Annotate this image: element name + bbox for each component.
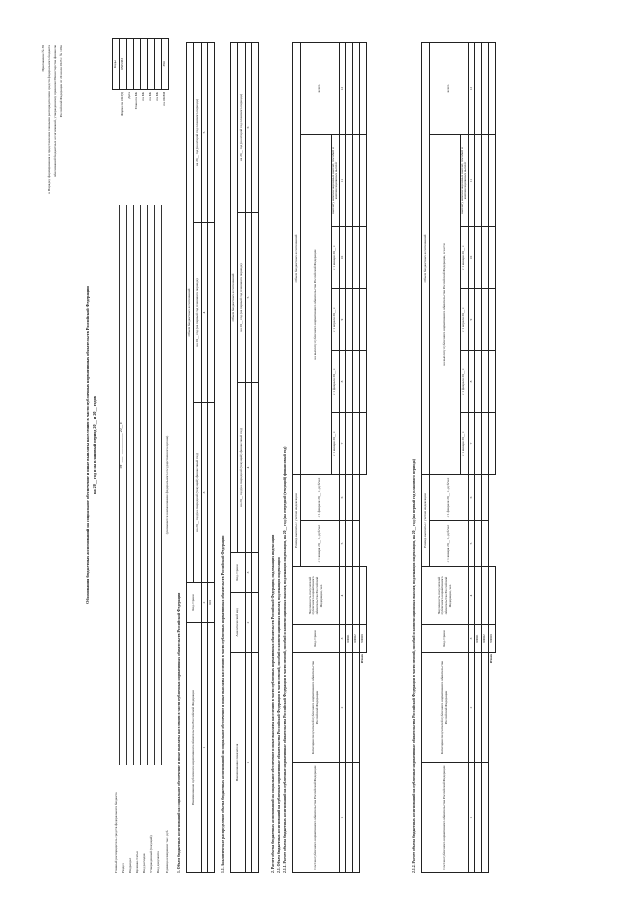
cell-input[interactable] <box>353 227 360 289</box>
codes-header: Коды <box>113 39 120 90</box>
cell-input[interactable] <box>252 383 259 553</box>
cell-input[interactable] <box>353 763 360 873</box>
section2-title: 2. Расчет объема бюджетных ассигнований на социальное обеспечение и иные выплаты населению в части публичных нормативных обязательств Российской Федерации, подлежащих индексации <box>271 534 275 873</box>
code-value[interactable]: 384 <box>162 39 169 90</box>
cell-input[interactable] <box>475 567 482 625</box>
col-year2: на 20__ год (на второй год планового периода) <box>194 43 202 223</box>
cell-input[interactable] <box>489 413 496 475</box>
total-row <box>360 43 367 873</box>
col-group: Объем бюджетных ассигнований <box>187 43 194 583</box>
table-row <box>475 43 482 873</box>
col-jan2: с 1 января 20__ г. <box>331 413 339 475</box>
table-row <box>353 43 360 873</box>
col-num: 12 <box>340 43 346 135</box>
col-num: 1 <box>202 623 208 873</box>
cell-input[interactable] <box>475 351 482 413</box>
table-row <box>482 43 489 873</box>
row-code: 00002 <box>353 625 360 653</box>
cell-input[interactable] <box>346 289 353 351</box>
col-num: 3 <box>202 403 208 583</box>
code-label: Дата <box>127 92 131 99</box>
cell-input[interactable] <box>353 289 360 351</box>
cell-input[interactable] <box>208 403 215 583</box>
cell-input[interactable] <box>353 521 360 567</box>
section21-title: 2.1. Объем бюджетных ассигнований на публичные нормативные обязательства Российской Федерации в части пенсий, пособий и компенсационных выплат, подлежащих индексации <box>277 557 281 873</box>
col-count: Численность получателей публичного нормативного обязательства Российской Федерации, чел. <box>293 567 340 625</box>
col-num: 2 <box>246 593 252 653</box>
codes-table <box>112 38 169 90</box>
cell-input[interactable] <box>353 43 360 135</box>
cell-input[interactable] <box>482 289 489 351</box>
col-year2: на 20__ год (на второй год планового периода) <box>238 43 246 213</box>
cell-input[interactable] <box>475 763 482 873</box>
cell-input[interactable] <box>252 43 259 213</box>
cell-input[interactable] <box>346 43 353 135</box>
cell-input[interactable] <box>353 475 360 521</box>
total-code: 90000 <box>360 625 367 653</box>
col-num: 6 <box>469 475 475 521</box>
code-value[interactable] <box>127 39 134 90</box>
field-line[interactable] <box>133 205 134 765</box>
col-num: 5 <box>202 43 208 223</box>
col-group: Объем бюджетных ассигнований <box>231 43 238 553</box>
col-total: всего <box>430 43 469 135</box>
field-label: Утвержденный (текущий) <box>149 835 153 873</box>
col-code: Код строки <box>422 625 469 653</box>
cell-input[interactable] <box>482 351 489 413</box>
cell-input[interactable] <box>360 289 367 351</box>
cell-input[interactable] <box>252 593 259 653</box>
table-row <box>346 43 353 873</box>
cell-input[interactable] <box>475 521 482 567</box>
cell-input[interactable] <box>489 351 496 413</box>
field-label: Вид документа <box>156 851 160 873</box>
col-num: 12 <box>469 43 475 135</box>
row-code: 00001 <box>475 625 482 653</box>
code-value[interactable] <box>148 39 155 90</box>
total-label: Итого <box>489 654 494 664</box>
cell-input[interactable] <box>346 653 353 763</box>
col-num: 2 <box>340 653 346 763</box>
cell-input[interactable] <box>360 567 367 625</box>
appendix-line: обоснований бюджетных ассигнований, утвержденному приказом Министерства финансов <box>53 45 57 178</box>
field-label: Главный распорядитель средств федерального бюджета <box>114 792 118 873</box>
cell-input[interactable] <box>360 227 367 289</box>
code-value[interactable] <box>134 39 141 90</box>
cell-input[interactable] <box>353 567 360 625</box>
cell-input[interactable] <box>475 289 482 351</box>
col-apr: с 1 апреля 20__ г. <box>460 289 468 351</box>
cell-input[interactable] <box>475 475 482 521</box>
col-num: 4 <box>202 223 208 403</box>
appendix-line: Российской Федерации от 24 июля 2023 г. № 120н <box>59 45 63 118</box>
cell-input[interactable] <box>475 653 482 763</box>
col-size: Размер выплаты с учетом индексации <box>293 475 301 567</box>
section1-table <box>186 42 215 873</box>
col-name: Наименование публичного нормативного обязательства Российской Федерации <box>187 623 202 873</box>
row-code: 00001 <box>346 625 353 653</box>
col-feb: с 1 февраля 20__ г., руб/чел <box>430 475 469 521</box>
row-code: 010 <box>208 583 215 623</box>
col-num: 2 <box>202 583 208 623</box>
col-num: 3 <box>246 553 252 593</box>
col-num: 9 <box>340 289 346 351</box>
col-extra: выплату компенсационных выплат, пособий и компенсационных выплат <box>460 135 468 227</box>
field-line[interactable] <box>147 205 148 765</box>
col-code: Код строки <box>187 583 202 623</box>
col-pay: на выплату публичного нормативного обязательства Российской Федерации <box>301 135 332 475</box>
col-name: Наименование показателя <box>231 653 246 873</box>
section212-table <box>421 42 496 873</box>
code-label: Форма по ОКУД <box>120 92 124 116</box>
col-category: Категория получателей публичного нормативного обязательства Российской Федерации <box>422 653 469 763</box>
col-num: 6 <box>246 43 252 213</box>
cell-input[interactable] <box>208 43 215 223</box>
cell-input[interactable] <box>489 135 496 227</box>
cell-input[interactable] <box>346 227 353 289</box>
col-num: 1 <box>246 653 252 873</box>
cell-input[interactable] <box>482 43 489 135</box>
col-num: 10 <box>469 227 475 289</box>
col-code: Код строки <box>293 625 340 653</box>
col-total: всего <box>301 43 340 135</box>
total-label: Итого <box>360 654 365 664</box>
col-num: 8 <box>340 351 346 413</box>
col-type: Состав публичного нормативного обязательства Российской Федерации <box>422 763 469 873</box>
cell-input[interactable] <box>208 623 215 873</box>
col-type: Состав публичного нормативного обязательства Российской Федерации <box>293 763 340 873</box>
total-row <box>489 43 496 873</box>
col-jan: с 1 января 20__ г., руб/чел <box>301 521 340 567</box>
col-num: 3 <box>469 625 475 653</box>
col-category: Категория получателей публичного нормативного обязательства Российской Федерации <box>293 653 340 763</box>
cell-input[interactable] <box>208 223 215 403</box>
section11-title: 1.1. Аналитическое распределение объема бюджетных ассигнований на социальное обеспечение и иные выплаты населению в части публичных нормативных обязательств Российской Федерации <box>221 535 225 873</box>
cell-input[interactable] <box>482 763 489 873</box>
col-feb2: с 1 февраля 20__ г. <box>331 351 339 413</box>
cell-input[interactable] <box>489 289 496 351</box>
field-label: Подраздел <box>128 857 132 873</box>
col-feb: с 1 февраля 20__ г., руб/чел <box>301 475 340 521</box>
col-num: 5 <box>340 521 346 567</box>
field-label: Целевая статья <box>135 851 139 873</box>
cell-input[interactable] <box>353 413 360 475</box>
field-line[interactable] <box>140 205 141 765</box>
col-num: 3 <box>340 625 346 653</box>
code-label: по БК <box>141 92 145 101</box>
col-jan: с 1 января 20__ г., руб/чел <box>430 521 469 567</box>
code-value[interactable] <box>155 39 162 90</box>
code-label: по ОКЕИ <box>162 92 166 106</box>
field-label: Вид расходов <box>142 853 146 873</box>
col-count: Численность получателей публичного нормативного обязательства Российской Федерации, чел. <box>422 567 469 625</box>
cell-input[interactable] <box>475 227 482 289</box>
col-num: 5 <box>246 213 252 383</box>
col-num: 4 <box>469 567 475 625</box>
cell-input[interactable] <box>489 43 496 135</box>
col-num: 4 <box>340 567 346 625</box>
code-label: по БК <box>148 92 152 101</box>
col-apr: с 1 апреля 20__ г. <box>331 289 339 351</box>
cell-input[interactable] <box>346 351 353 413</box>
cell-input[interactable] <box>360 413 367 475</box>
cell-input[interactable] <box>346 413 353 475</box>
cell-input[interactable] <box>475 43 482 135</box>
cell-input[interactable] <box>360 135 367 227</box>
cell-input[interactable] <box>346 521 353 567</box>
col-jan2: с 1 января 20__ г. <box>460 227 468 289</box>
cell-input[interactable] <box>482 521 489 567</box>
footnote: (указывается наименование федерального государственного органа) <box>165 435 169 535</box>
cell-input[interactable] <box>252 553 259 593</box>
cell-input[interactable] <box>346 475 353 521</box>
code-label: по БК <box>155 92 159 101</box>
document-title: Обоснования бюджетных ассигнований на социальное обеспечение и иные выплаты населению в части публичных нормативных обязательств Российской Федерации <box>85 286 90 604</box>
cell-input[interactable] <box>252 653 259 873</box>
col-num: 4 <box>246 383 252 553</box>
cell-input[interactable] <box>482 413 489 475</box>
appendix-line: к Порядку формирования и представления главными распорядителями средств федерального бюджета <box>47 45 51 194</box>
cell-input[interactable] <box>489 567 496 625</box>
col-num: 1 <box>469 763 475 873</box>
cell-input[interactable] <box>482 653 489 763</box>
cell-input[interactable] <box>346 567 353 625</box>
col-feb2: с 1 февраля 20__ г. <box>460 351 468 413</box>
document-subtitle: на 20__ год и на плановый период 20__ и 20__ годов <box>92 396 97 494</box>
col-num: 5 <box>469 521 475 567</box>
field-line[interactable] <box>126 205 127 765</box>
col-pay: на выплату публичного нормативного обязательства Российской Федерации, в части <box>430 135 461 475</box>
section11-table <box>230 42 259 873</box>
code-label: Глава по БК <box>134 92 138 110</box>
cell-input[interactable] <box>360 351 367 413</box>
col-num: 2 <box>469 653 475 763</box>
col-num: 11 <box>469 135 475 227</box>
cell-input[interactable] <box>482 567 489 625</box>
field-line[interactable] <box>119 205 120 765</box>
cell-input[interactable] <box>360 43 367 135</box>
col-volume: Объем бюджетных ассигнований <box>293 43 301 475</box>
col-year0: на 20__ год (на очередной (текущий) финансовый год) <box>238 383 246 553</box>
col-code: Код строки <box>231 553 246 593</box>
cell-input[interactable] <box>475 135 482 227</box>
col-num: 10 <box>340 227 346 289</box>
date-line: от "___" ___________ 20__ г. <box>119 421 123 469</box>
section1-title: 1. Объем бюджетных ассигнований на социальное обеспечение и иные выплаты населению в части публичных нормативных обязательств Российской Федерации <box>177 592 181 873</box>
col-num: 7 <box>340 413 346 475</box>
section211-table <box>292 42 367 873</box>
col-jan2: с 1 января 20__ г. <box>331 227 339 289</box>
field-label: Раздел <box>121 863 125 873</box>
col-num: 6 <box>340 475 346 521</box>
col-num: 1 <box>340 763 346 873</box>
cell-input[interactable] <box>475 413 482 475</box>
cell-input[interactable] <box>482 227 489 289</box>
col-extra: выплату компенсационных выплат, пособий и компенсационных выплат <box>331 135 339 227</box>
row-code: 00002 <box>482 625 489 653</box>
col-num: 9 <box>469 289 475 351</box>
cell-input[interactable] <box>353 351 360 413</box>
col-year1: на 20__ год (на первый год планового периода) <box>194 223 202 403</box>
col-num: 11 <box>340 135 346 227</box>
cell-input[interactable] <box>482 475 489 521</box>
field-line[interactable] <box>154 205 155 765</box>
field-label: Единица измерения: тыс. руб. <box>165 829 169 873</box>
section212-title: 2.1.2. Расчет объема бюджетных ассигнований на публичные нормативные обязательства Российской Федерации в части пенсий, пособий и компенсационных выплат, подлежащих индексации, на 20__ год (на первый год планового периода) <box>412 459 416 873</box>
col-year1: на 20__ год (на первый год планового периода) <box>238 213 246 383</box>
section211-title: 2.1.1. Расчет объема бюджетных ассигнований на публичные нормативные обязательства Российской Федерации в части пенсий, пособий и компенсационных выплат, подлежащих индексации, на 20__ год (на очередной (текущий) финансовый год) <box>283 446 287 873</box>
code-value[interactable]: 0505383 <box>120 39 127 90</box>
col-year0: на 20__ год (на очередной (текущий) финансовый год) <box>194 403 202 583</box>
cell-input[interactable] <box>252 213 259 383</box>
total-code: 90000 <box>489 625 496 653</box>
cell-input[interactable] <box>353 135 360 227</box>
cell-input[interactable] <box>353 653 360 763</box>
col-volume: Объем бюджетных ассигнований <box>422 43 430 475</box>
col-num: 7 <box>469 413 475 475</box>
col-jan2: с 1 января 20__ г. <box>460 413 468 475</box>
cell-input[interactable] <box>346 763 353 873</box>
code-value[interactable] <box>141 39 148 90</box>
cell-input[interactable] <box>482 135 489 227</box>
col-analytic: Аналитический код <box>231 593 246 653</box>
cell-input[interactable] <box>346 135 353 227</box>
col-num: 8 <box>469 351 475 413</box>
appendix-line: Приложение № 38 <box>41 45 45 72</box>
cell-input[interactable] <box>489 227 496 289</box>
col-size: Размер выплаты с учетом индексации <box>422 475 430 567</box>
field-line[interactable] <box>161 205 162 765</box>
